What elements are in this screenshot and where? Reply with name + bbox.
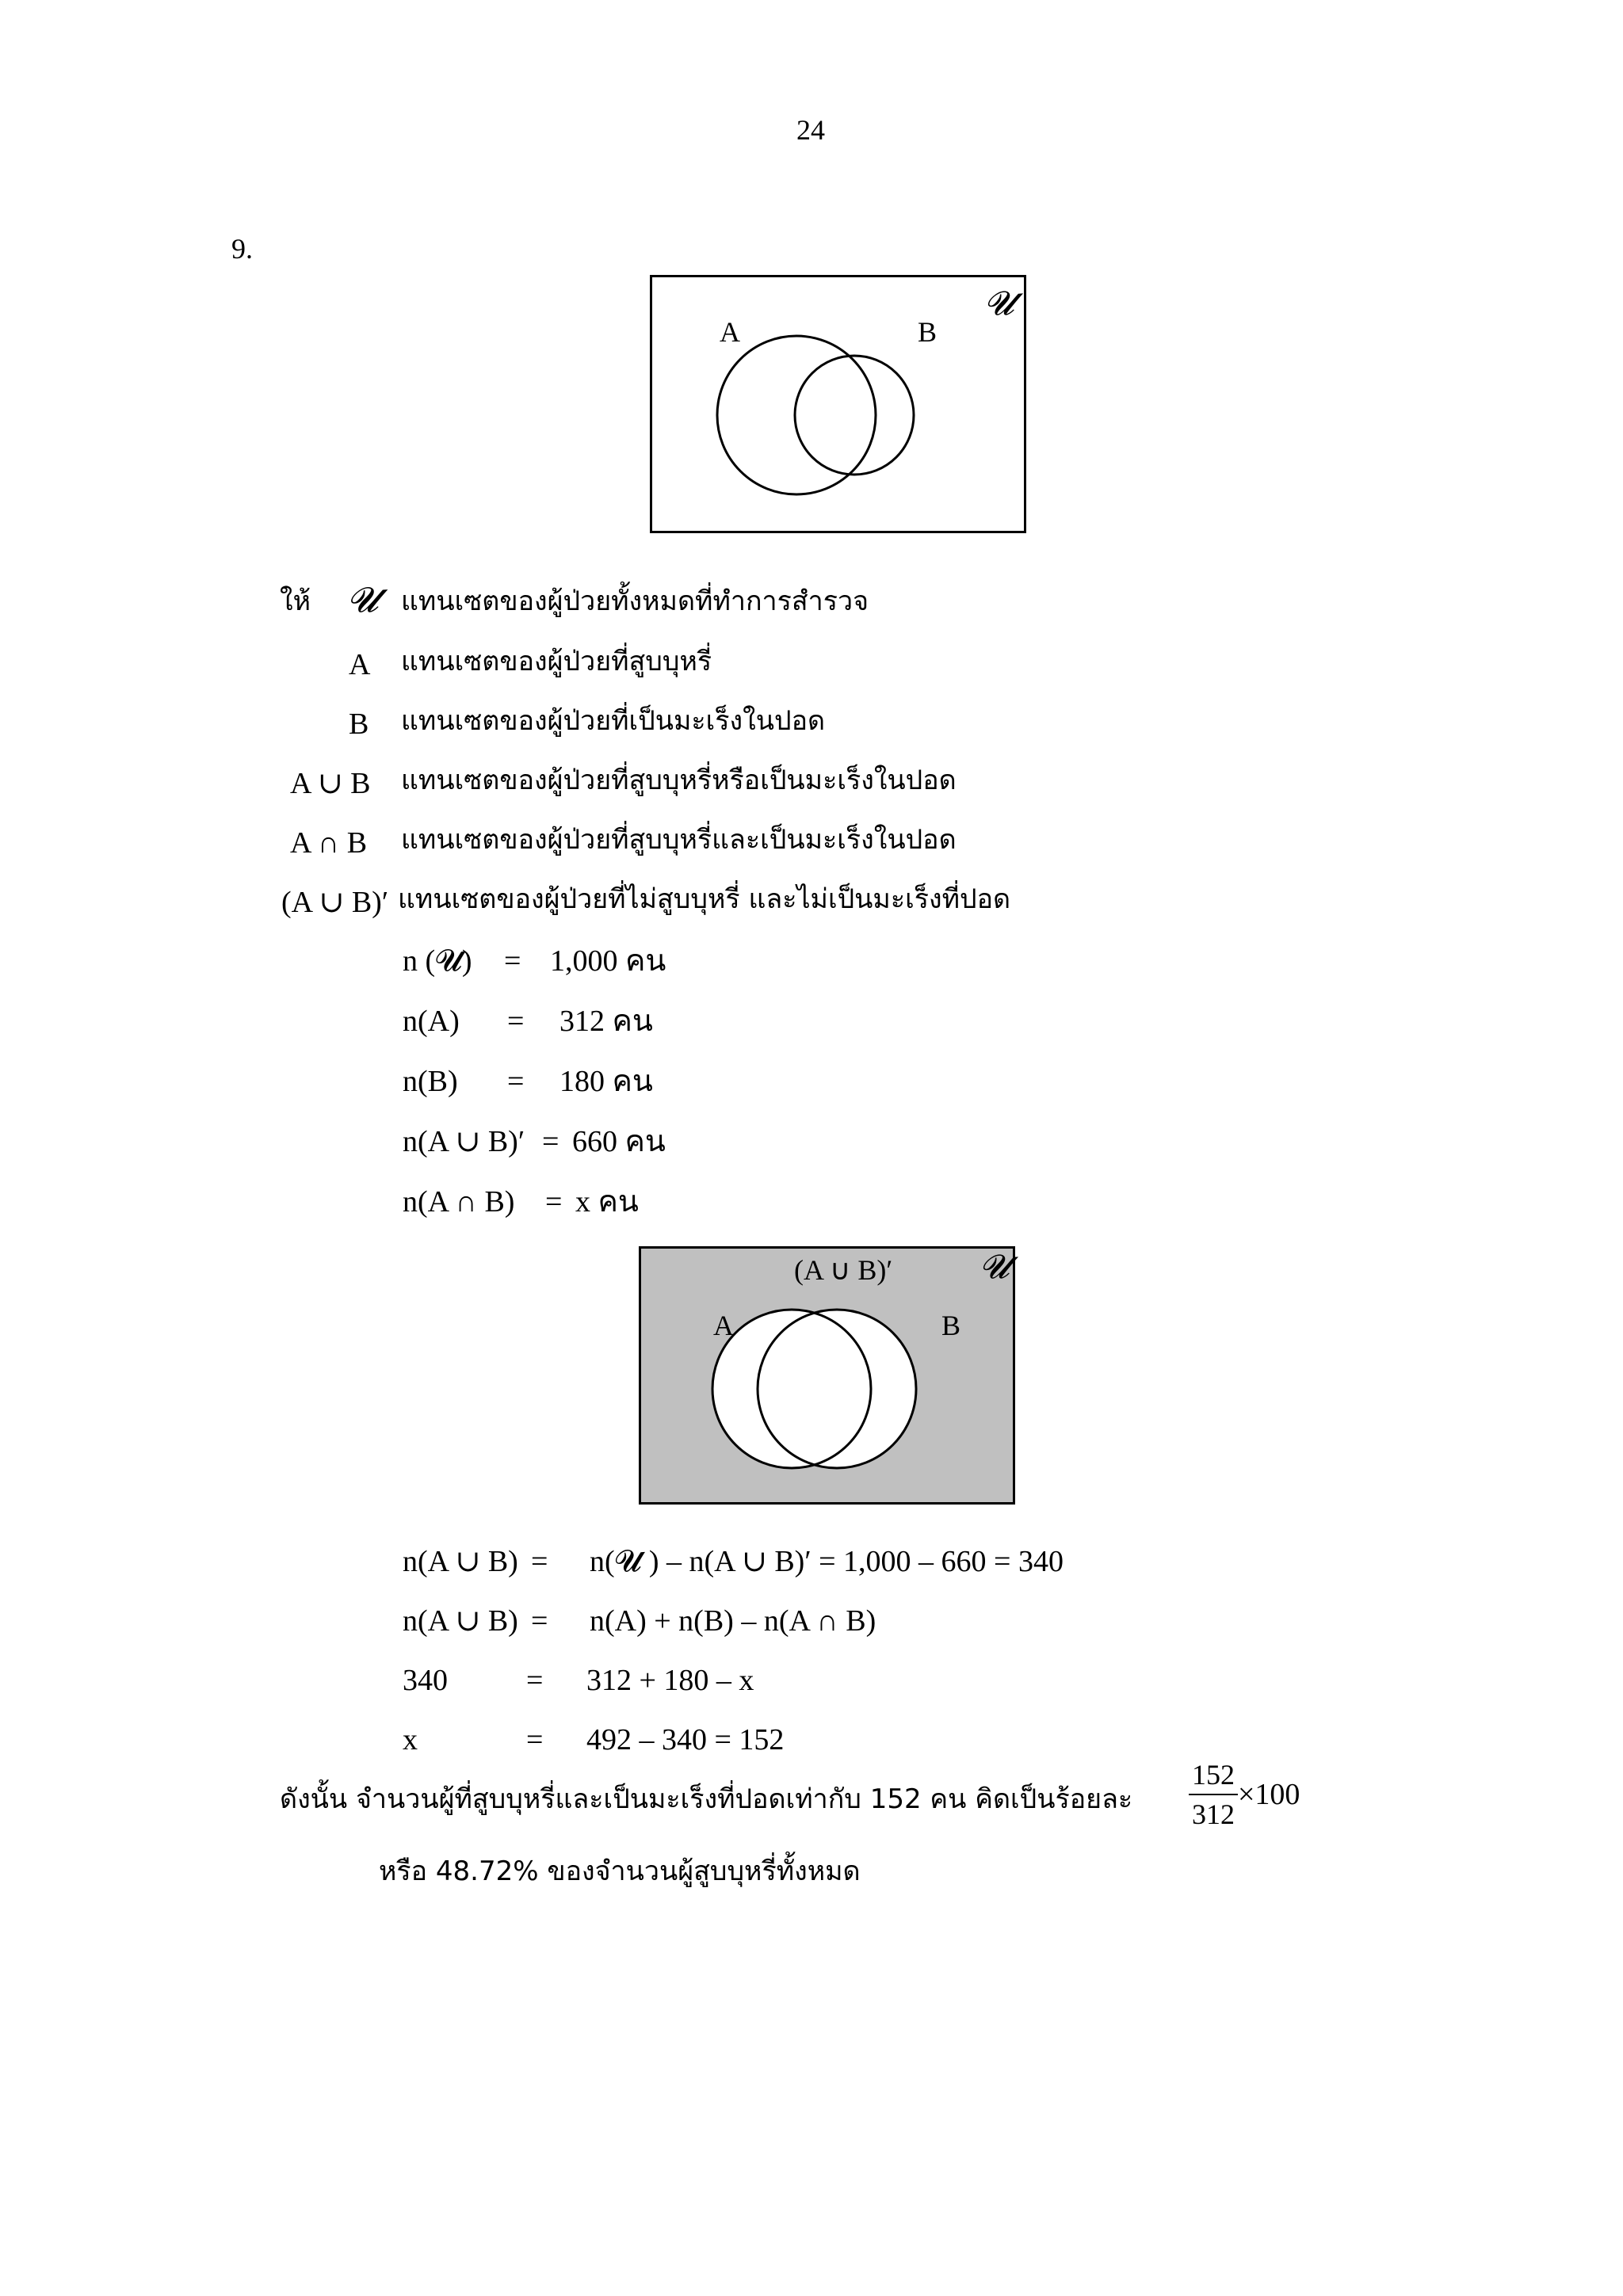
conclusion-fraction bbox=[1189, 1760, 1300, 1829]
set-a-label: A bbox=[713, 1310, 734, 1341]
definition-text: แทนเซตของผู้ป่วยที่สูบบุหรี่หรือเป็นมะเร็งในปอด bbox=[401, 765, 957, 796]
universe-symbol: 𝓤 bbox=[984, 284, 1014, 322]
given-rhs: 312 คน bbox=[559, 1005, 653, 1038]
given-rhs: 660 คน bbox=[572, 1125, 666, 1158]
solution-lhs: 340 bbox=[403, 1664, 448, 1697]
page-number: 24 bbox=[796, 114, 825, 146]
solution-eq: = bbox=[526, 1723, 544, 1756]
definition-symbol: 𝓤 bbox=[347, 580, 378, 620]
fraction-numerator: 152 bbox=[1189, 1760, 1238, 1795]
fraction-multiplier: ×100 bbox=[1238, 1778, 1300, 1811]
given-eq: = bbox=[504, 944, 521, 978]
solution-lhs: n(A ∪ B) bbox=[403, 1545, 518, 1578]
problem-number: 9. bbox=[231, 233, 253, 265]
definition-symbol: A ∩ B bbox=[290, 826, 368, 860]
solution-rhs: 312 + 180 – x bbox=[586, 1664, 754, 1697]
solution-rhs: n(A) + n(B) – n(A ∩ B) bbox=[590, 1604, 876, 1638]
given-lhs: n(B) bbox=[403, 1065, 458, 1098]
given-lhs: n(A) bbox=[403, 1005, 460, 1038]
solution-eq: = bbox=[526, 1664, 544, 1697]
definition-symbol: A ∪ B bbox=[290, 767, 371, 800]
solution-eq: = bbox=[531, 1604, 548, 1638]
fraction bbox=[1189, 1760, 1238, 1829]
venn-diagram-complement bbox=[639, 1246, 1019, 1508]
universe-symbol: 𝓤 bbox=[980, 1247, 1010, 1286]
given-rhs: 1,000 คน bbox=[550, 944, 666, 978]
definition-text: แทนเซตของผู้ป่วยที่สูบบุหรี่และเป็นมะเร็งในปอด bbox=[401, 824, 957, 856]
solution-lhs: x bbox=[403, 1723, 418, 1756]
given-lhs: n(A ∩ B) bbox=[403, 1185, 515, 1219]
fraction-denominator: 312 bbox=[1192, 1798, 1235, 1830]
definition-text: แทนเซตของผู้ป่วยที่เป็นมะเร็งในปอด bbox=[401, 705, 826, 737]
set-b-label: B bbox=[941, 1310, 961, 1341]
given-eq: = bbox=[507, 1065, 525, 1098]
set-a-label: A bbox=[720, 316, 740, 348]
set-b-label: B bbox=[918, 316, 938, 348]
conclusion-line-1: ดังนั้น จำนวนผู้ที่สูบบุหรี่และเป็นมะเร็งที่ปอดเท่ากับ 152 คน คิดเป็นร้อยละ bbox=[280, 1783, 1133, 1815]
solution-lhs: n(A ∪ B) bbox=[403, 1604, 518, 1638]
conclusion-line-2: หรือ 48.72% ของจำนวนผู้สูบบุหรี่ทั้งหมด bbox=[379, 1855, 861, 1887]
given-lhs: n (𝓤) bbox=[403, 944, 472, 978]
definition-prefix: ให้ bbox=[280, 585, 311, 617]
solution-rhs: n(𝓤 ) – n(A ∪ B)′ = 1,000 – 660 = 340 bbox=[590, 1545, 1064, 1578]
universe-rectangle bbox=[651, 277, 1025, 532]
given-eq: = bbox=[507, 1005, 525, 1038]
venn-diagram-basic bbox=[650, 275, 1030, 536]
given-lhs: n(A ∪ B)′ bbox=[403, 1125, 525, 1158]
definition-symbol: B bbox=[349, 707, 369, 741]
definition-symbol: A bbox=[349, 648, 371, 681]
given-eq: = bbox=[542, 1125, 559, 1158]
definition-text: แทนเซตของผู้ป่วยทั้งหมดที่ทำการสำรวจ bbox=[401, 585, 869, 617]
solution-rhs: 492 – 340 = 152 bbox=[586, 1723, 785, 1756]
given-rhs: 180 คน bbox=[559, 1065, 653, 1098]
definition-text: แทนเซตของผู้ป่วยที่ไม่สูบบุหรี่ และไม่เป็นมะเร็งที่ปอด bbox=[398, 883, 1011, 915]
definition-symbol: (A ∪ B)′ bbox=[281, 886, 389, 919]
given-rhs: x คน bbox=[575, 1185, 639, 1219]
definition-text: แทนเซตของผู้ป่วยที่สูบบุหรี่ bbox=[401, 646, 712, 677]
complement-label: (A ∪ B)′ bbox=[794, 1254, 893, 1286]
given-eq: = bbox=[545, 1185, 563, 1219]
solution-eq: = bbox=[531, 1545, 548, 1578]
